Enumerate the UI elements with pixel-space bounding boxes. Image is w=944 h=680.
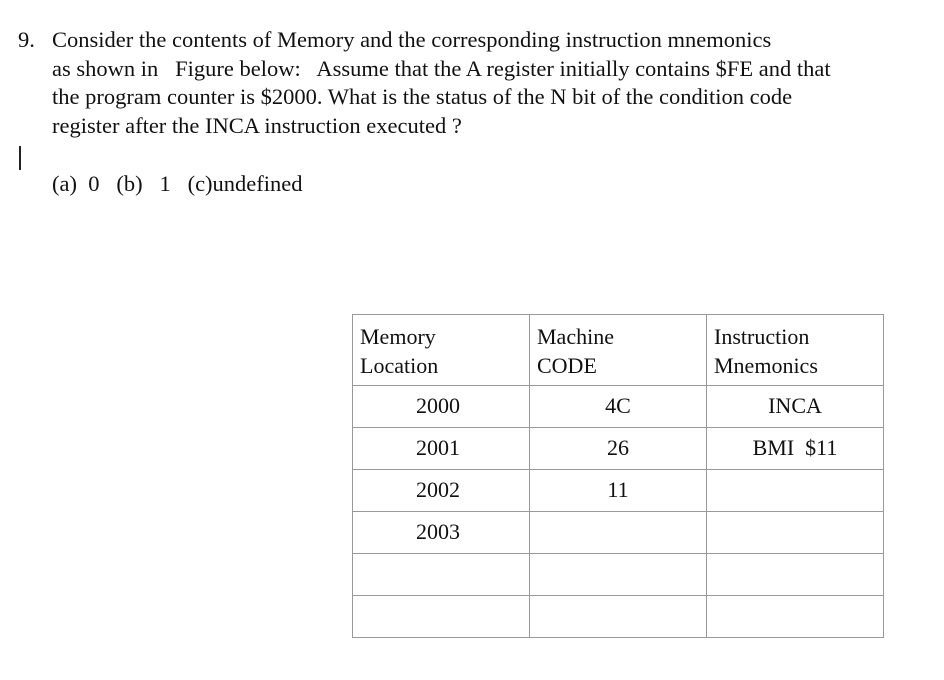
answer-options: (a) 0 (b) 1 (c)undefined [52,171,303,196]
cell-location: 2001 [353,428,530,470]
cell-mnemonic [707,596,884,638]
table-row [353,512,884,554]
table-row [353,428,884,470]
cell-mnemonic [707,470,884,512]
cell-location: 2002 [353,470,530,512]
text-cursor [19,146,21,170]
header-machine-code: Machine CODE [530,315,707,386]
table-row [353,386,884,428]
cell-machine-code: 11 [530,470,707,512]
question-text-line: Consider the contents of Memory and the corresponding instruction mnemonics [52,27,772,52]
question-number: 9. [18,27,35,52]
question-line-1 [18,26,933,55]
cell-mnemonic [707,554,884,596]
cell-location [353,554,530,596]
header-instruction-mnemonics: Instruction Mnemonics [707,315,884,386]
table-row [353,554,884,596]
cell-location: 2003 [353,512,530,554]
cell-machine-code: 26 [530,428,707,470]
question-line-4: register after the INCA instruction executed ? [52,112,462,138]
header-memory-location: Memory Location [353,315,530,386]
cell-location: 2000 [353,386,530,428]
cell-mnemonic: BMI $11 [707,428,884,470]
question-line-2: as shown in Figure below: Assume that the A register initially contains $FE and that [52,55,831,81]
cell-location [353,596,530,638]
cell-machine-code [530,554,707,596]
table-row [353,596,884,638]
cell-machine-code [530,596,707,638]
table-row [353,470,884,512]
cell-machine-code [530,512,707,554]
cell-mnemonic: INCA [707,386,884,428]
question-line-3: the program counter is $2000. What is the status of the N bit of the condition code [52,84,793,110]
cell-machine-code: 4C [530,386,707,428]
cell-mnemonic [707,512,884,554]
memory-table [352,314,884,638]
table-header-row [353,315,884,386]
question-text [18,26,933,140]
